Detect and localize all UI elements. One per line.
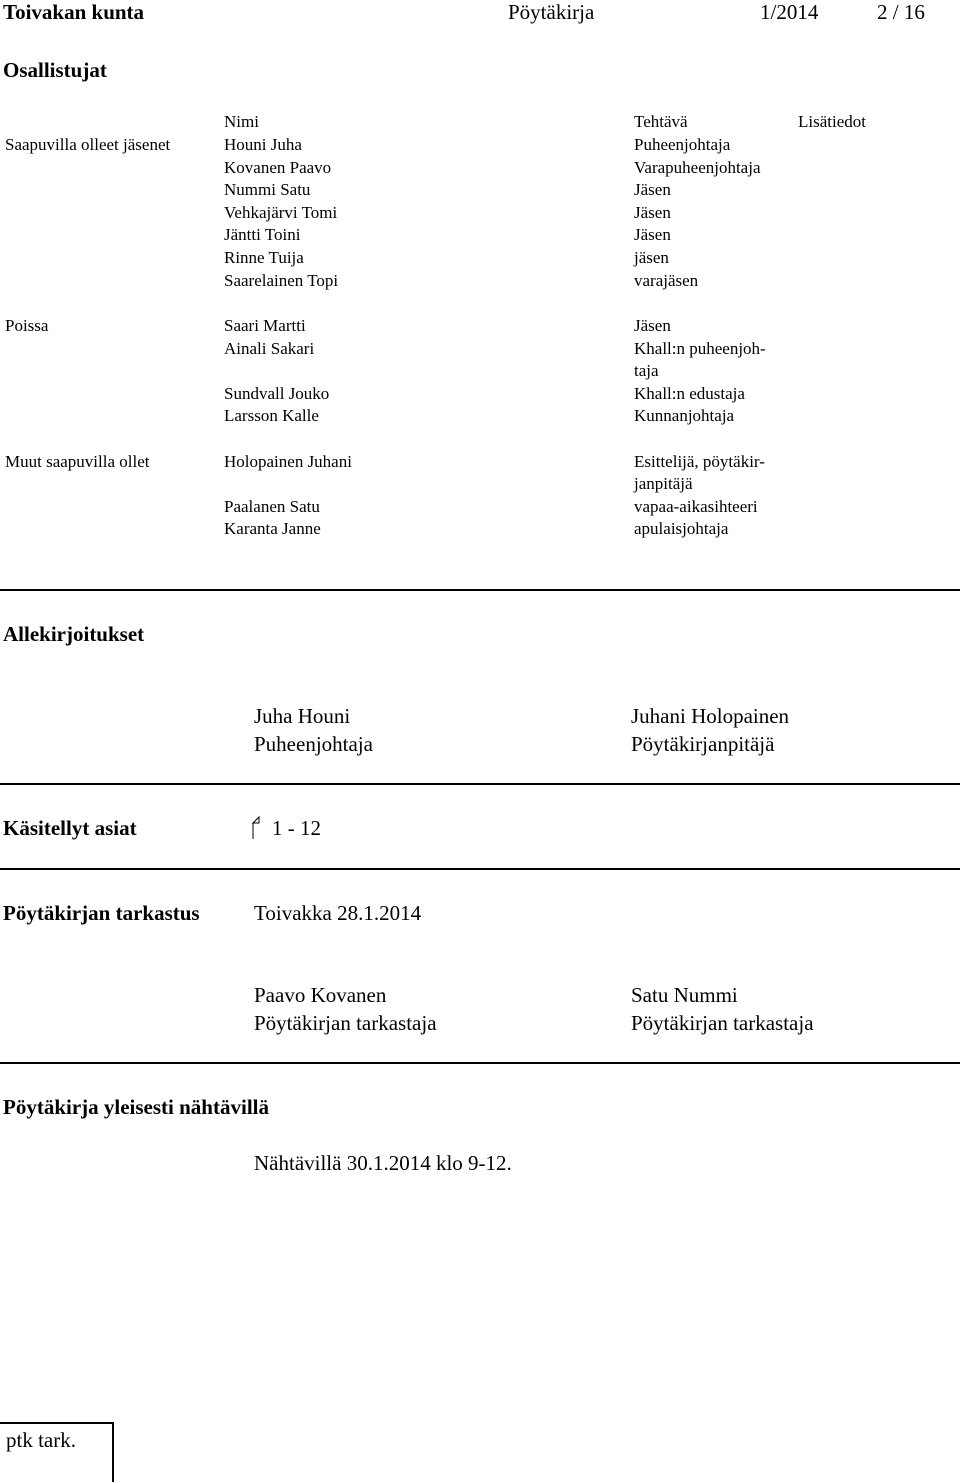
attendee-role: Puheenjohtaja	[634, 135, 731, 154]
signer-name: Juha Houni	[254, 704, 351, 728]
attendee-role: Jäsen	[634, 203, 671, 222]
doc-number: 1/2014	[760, 0, 819, 24]
attendee-role: vapaa-aikasihteeri	[634, 497, 758, 516]
doc-type: Pöytäkirja	[508, 0, 595, 24]
section-title-public: Pöytäkirja yleisesti nähtävillä	[3, 1095, 269, 1119]
initials-box-label: ptk tark.	[6, 1428, 76, 1452]
page-number: 2 / 16	[877, 0, 925, 24]
initials-box	[0, 1422, 114, 1482]
attendee-name: Nummi Satu	[224, 180, 311, 199]
attendee-name: Houni Juha	[224, 135, 302, 154]
attendee-name: Ainali Sakari	[224, 339, 315, 358]
attendee-role: Khall:n edustaja	[634, 384, 745, 403]
section-title-review: Pöytäkirjan tarkastus	[3, 901, 200, 925]
section-mark-icon	[252, 815, 262, 841]
attendee-name: Karanta Janne	[224, 519, 321, 538]
divider	[0, 868, 960, 870]
divider	[0, 1062, 960, 1064]
attendee-name: Jäntti Toini	[224, 225, 301, 244]
handled-value: 1 - 12	[272, 816, 321, 840]
attendee-name: Holopainen Juhani	[224, 452, 352, 471]
divider	[0, 783, 960, 785]
attendee-role: Varapuheenjohtaja	[634, 158, 761, 177]
attendee-role: jäsen	[634, 248, 669, 267]
attendee-role: apulaisjohtaja	[634, 519, 729, 538]
attendee-name: Larsson Kalle	[224, 406, 319, 425]
reviewer-role: Pöytäkirjan tarkastaja	[631, 1011, 814, 1035]
section-title-attendees: Osallistujat	[3, 58, 107, 82]
attendee-role-continued: taja	[634, 361, 659, 380]
section-title-handled: Käsitellyt asiat	[3, 816, 137, 840]
org-name: Toivakan kunta	[3, 0, 145, 24]
group-label-others: Muut saapuvilla ollet	[5, 452, 150, 471]
attendee-name: Saarelainen Topi	[224, 271, 339, 290]
col-header-info: Lisätiedot	[798, 112, 866, 131]
signer-name: Juhani Holopainen	[631, 704, 790, 728]
attendee-role: Jäsen	[634, 225, 671, 244]
signer-role: Pöytäkirjanpitäjä	[631, 732, 775, 756]
attendee-name: Kovanen Paavo	[224, 158, 332, 177]
public-availability: Nähtävillä 30.1.2014 klo 9-12.	[254, 1151, 512, 1175]
attendee-role: varajäsen	[634, 271, 699, 290]
attendee-name: Paalanen Satu	[224, 497, 320, 516]
attendee-name: Rinne Tuija	[224, 248, 304, 267]
divider	[0, 589, 960, 591]
attendee-role-continued: janpitäjä	[634, 474, 693, 493]
reviewer-name: Paavo Kovanen	[254, 983, 387, 1007]
attendee-role: Jäsen	[634, 180, 671, 199]
reviewer-role: Pöytäkirjan tarkastaja	[254, 1011, 437, 1035]
reviewer-name: Satu Nummi	[631, 983, 738, 1007]
signer-role: Puheenjohtaja	[254, 732, 373, 756]
col-header-role: Tehtävä	[634, 112, 688, 131]
attendee-name: Saari Martti	[224, 316, 306, 335]
attendee-name: Vehkajärvi Tomi	[224, 203, 338, 222]
group-label-present: Saapuvilla olleet jäsenet	[5, 135, 171, 154]
col-header-name: Nimi	[224, 112, 259, 131]
attendee-role: Esittelijä, pöytäkir-	[634, 452, 765, 471]
section-title-signatures: Allekirjoitukset	[3, 622, 145, 646]
handled-range	[254, 815, 321, 841]
group-label-absent: Poissa	[5, 316, 49, 335]
review-place-date: Toivakka 28.1.2014	[254, 901, 422, 925]
attendee-role: Jäsen	[634, 316, 671, 335]
attendee-role: Khall:n puheenjoh-	[634, 339, 766, 358]
attendee-name: Sundvall Jouko	[224, 384, 330, 403]
attendee-role: Kunnanjohtaja	[634, 406, 735, 425]
